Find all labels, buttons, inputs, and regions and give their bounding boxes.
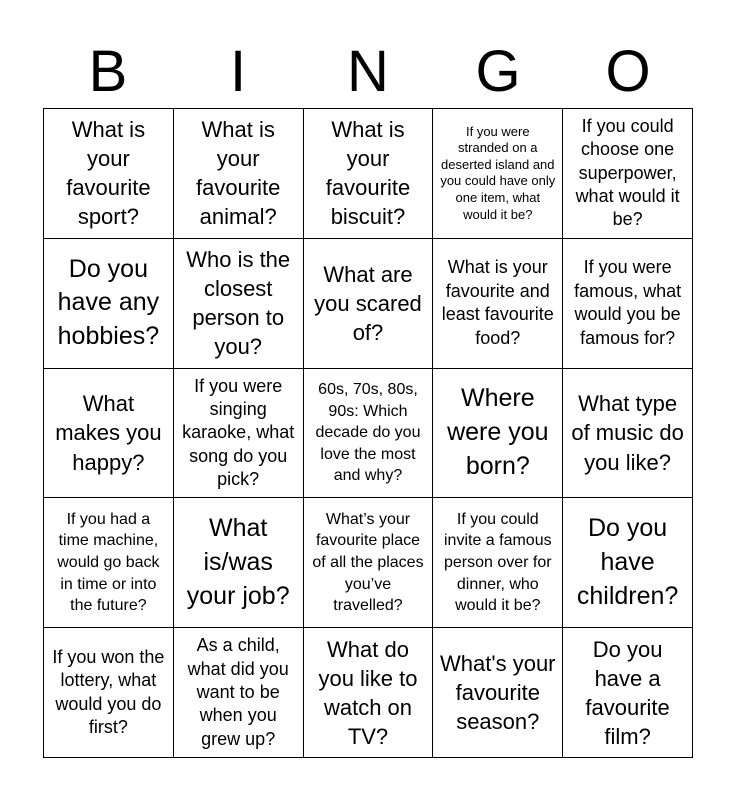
bingo-cell-r5-c5 xyxy=(563,628,693,758)
cell-text: Do you have children? xyxy=(576,514,679,610)
bingo-cell-r3-c3 xyxy=(304,369,434,499)
bingo-cell-r2-c3 xyxy=(304,239,434,369)
cell-text: If you were stranded on a deserted island and you could have only one item, what would it be? xyxy=(440,123,556,222)
bingo-cell-r4-c1 xyxy=(44,498,174,628)
bingo-cell-r2-c5 xyxy=(563,239,693,369)
bingo-cell-r2-c1 xyxy=(44,239,174,369)
cell-text: What is your favourite biscuit? xyxy=(325,117,411,230)
cell-text: What makes you happy? xyxy=(55,391,162,475)
cell-text: 60s, 70s, 80s, 90s: Which decade do you love the most and why? xyxy=(315,381,421,485)
cell-text: What is your favourite animal? xyxy=(196,117,281,230)
bingo-cell-r5-c4 xyxy=(433,628,563,758)
bingo-cell-r2-c2 xyxy=(174,239,304,369)
cell-text: What type of music do you like? xyxy=(571,391,684,475)
cell-text: Do you have a favourite film? xyxy=(585,636,670,749)
cell-text: If you won the lottery, what would you do first? xyxy=(52,646,165,737)
header-letter-b: B xyxy=(88,39,128,104)
cell-text: What’s your favourite place of all the places you’ve travelled? xyxy=(312,510,424,615)
header-letter-o: O xyxy=(605,39,651,104)
bingo-cell-r4-c2 xyxy=(174,498,304,628)
bingo-cell-r1-c2 xyxy=(174,109,304,239)
bingo-cell-r3-c4 xyxy=(433,369,563,499)
bingo-cell-r1-c3 xyxy=(304,109,434,239)
bingo-cell-r4-c4 xyxy=(433,498,563,628)
bingo-cell-r1-c5 xyxy=(563,109,693,239)
cell-text: What is your favourite and least favourite food? xyxy=(441,257,554,348)
bingo-header xyxy=(43,36,693,108)
cell-text: If you could invite a famous person over for dinner, who would it be? xyxy=(443,510,552,615)
bingo-cell-r4-c3 xyxy=(304,498,434,628)
header-letter-i: I xyxy=(229,39,247,104)
cell-text: What is/was your job? xyxy=(186,514,290,610)
cell-text: What are you scared of? xyxy=(314,261,422,345)
cell-text: What's your favourite season? xyxy=(440,651,556,735)
cell-text: Who is the closest person to you? xyxy=(186,247,291,360)
cell-text: If you were famous, what would you be famous for? xyxy=(574,257,682,348)
bingo-cell-r5-c2 xyxy=(174,628,304,758)
cell-text: If you were singing karaoke, what song do you pick? xyxy=(182,375,295,490)
cell-text: If you could choose one superpower, what would it be? xyxy=(575,115,680,230)
header-letter-g: G xyxy=(475,39,521,104)
bingo-grid xyxy=(43,108,693,758)
bingo-cell-r3-c2 xyxy=(174,369,304,499)
cell-text: Where were you born? xyxy=(447,384,549,480)
cell-text: What is your favourite sport? xyxy=(66,117,151,230)
bingo-cell-r1-c4 xyxy=(433,109,563,239)
cell-text: As a child, what did you want to be when you grew up? xyxy=(187,635,289,749)
cell-text: If you had a time machine, would go back in time or into the future? xyxy=(57,510,160,615)
cell-text: What do you like to watch on TV? xyxy=(318,636,418,749)
bingo-cell-r1-c1 xyxy=(44,109,174,239)
bingo-cell-r5-c3 xyxy=(304,628,434,758)
bingo-cell-r3-c5 xyxy=(563,369,693,499)
bingo-cell-r2-c4 xyxy=(433,239,563,369)
bingo-cell-r3-c1 xyxy=(44,369,174,499)
header-letter-n: N xyxy=(347,39,389,104)
bingo-cell-r5-c1 xyxy=(44,628,174,758)
cell-text: Do you have any hobbies? xyxy=(57,254,160,351)
bingo-cell-r4-c5 xyxy=(563,498,693,628)
